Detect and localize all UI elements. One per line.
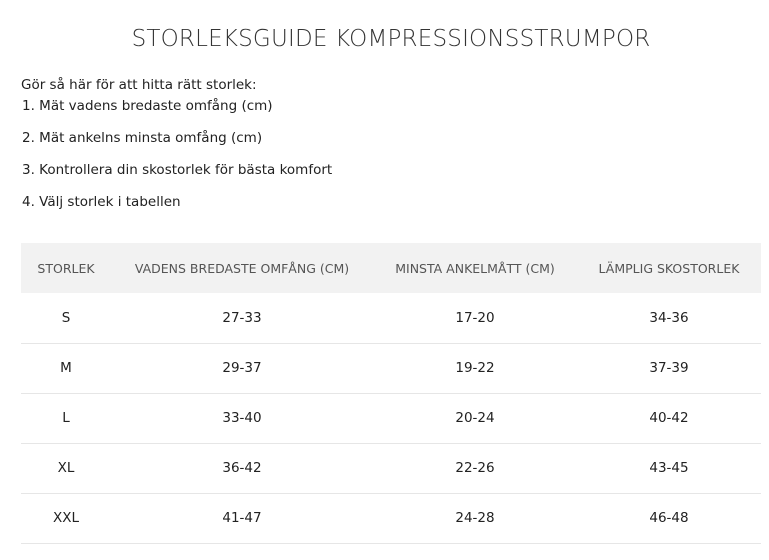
cell-calf: 33-40 [222, 410, 262, 426]
cell-calf: 41-47 [222, 510, 262, 526]
instruction-step: 2. Mät ankelns minsta omfång (cm) [22, 130, 263, 146]
cell-size: S [61, 309, 71, 326]
cell-ankle: 24-28 [455, 510, 495, 526]
cell-shoe: 40-42 [649, 410, 689, 426]
size-table [21, 243, 761, 544]
cell-shoe: 46-48 [649, 510, 689, 526]
header-ankle: MINSTA ANKELMÅTT (CM) [395, 260, 555, 276]
cell-ankle: 22-26 [455, 460, 495, 476]
header-size: STORLEK [37, 260, 95, 276]
cell-size: XXL [52, 510, 80, 526]
cell-size: M [60, 360, 72, 376]
instruction-list [22, 97, 332, 225]
cell-shoe: 37-39 [649, 360, 689, 376]
table-header-row [21, 243, 761, 293]
table-row [21, 293, 761, 343]
cell-calf: 27-33 [222, 309, 262, 326]
cell-shoe: 34-36 [649, 309, 689, 326]
header-shoe: LÄMPLIG SKOSTORLEK [598, 260, 740, 276]
table-row [21, 393, 761, 443]
table-row [21, 443, 761, 493]
cell-calf: 29-37 [222, 360, 262, 376]
instruction-step: 3. Kontrollera din skostorlek för bästa komfort [22, 162, 333, 178]
header-calf: VADENS BREDASTE OMFÅNG (CM) [134, 260, 350, 276]
table-row [21, 343, 761, 393]
intro-text: Gör så här för att hitta rätt storlek: [21, 77, 257, 93]
cell-shoe: 43-45 [649, 460, 689, 476]
page-title: STORLEKSGUIDE KOMPRESSIONSSTRUMPOR [131, 26, 651, 52]
cell-calf: 36-42 [222, 460, 262, 476]
cell-ankle: 19-22 [455, 360, 495, 376]
cell-size: XL [57, 460, 75, 476]
instruction-step: 4. Välj storlek i tabellen [22, 194, 181, 210]
cell-size: L [62, 410, 70, 426]
instruction-step: 1. Mät vadens bredaste omfång (cm) [22, 98, 273, 114]
cell-ankle: 20-24 [455, 410, 495, 426]
table-row [21, 493, 761, 543]
cell-ankle: 17-20 [455, 309, 495, 326]
